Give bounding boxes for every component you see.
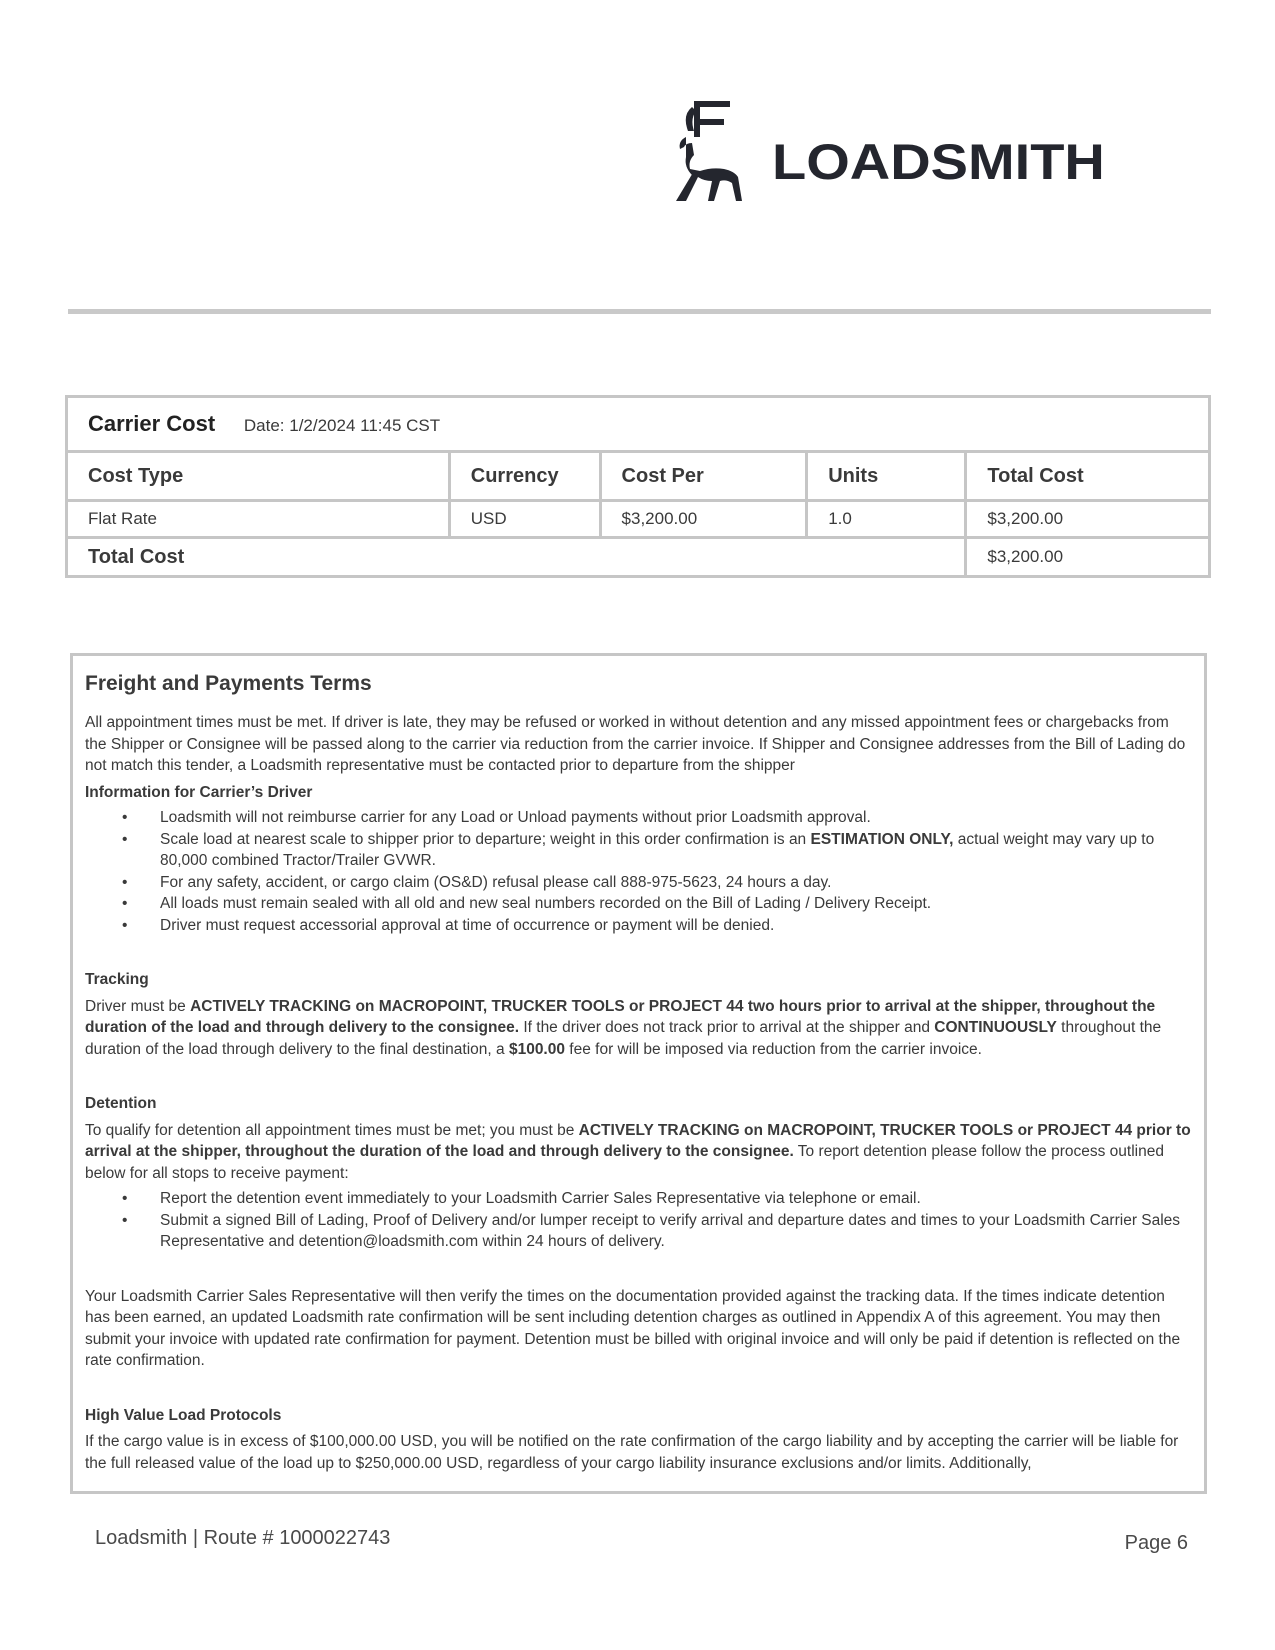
tracking-heading: Tracking [85, 971, 149, 988]
total-row [67, 538, 1210, 577]
driver-info-list [85, 807, 1192, 936]
tracking-text: Driver must be ACTIVELY TRACKING on MACROPOINT, TRUCKER TOOLS or PROJECT 44 two hours prior to arrival at the shipper, throughout the duration of the load and through delivery to the consignee. If the driver does not track prior to arrival at the shipper and CONTINUOUSLY throughout the duration of the load through delivery to the final destination, a $100.00 fee for will be imposed via reduction from the carrier invoice. [85, 997, 1162, 1058]
table-row [67, 501, 1210, 538]
column-header-currency: Currency [449, 452, 600, 501]
terms-intro: All appointment times must be met. If driver is late, they may be refused or worked in without detention and any missed appointment fees or chargebacks from the Shipper or Consignee will be passed along to the carrier via reduction from the carrier invoice. If Shipper and Consignee addresses from the Bill of Lading do not match this tender, a Loadsmith representative must be contacted prior to departure from the shipper [85, 714, 1186, 774]
list-item: • Report the detention event immediately to your Loadsmith Carrier Sales Representative via telephone or email. [160, 1188, 1192, 1210]
list-item: • Scale load at nearest scale to shipper prior to departure; weight in this order confirmation is an ESTIMATION ONLY, actual weight may vary up to 80,000 combined Tractor/Trailer GVWR. [160, 829, 1192, 872]
header-divider [68, 309, 1211, 314]
loadsmith-logo [672, 96, 1142, 206]
list-item: • Loadsmith will not reimburse carrier for any Load or Unload payments without prior Loadsmith approval. [160, 807, 1192, 829]
total-cost-value: $3,200.00 [966, 538, 1210, 577]
carrier-cost-date: Date: 1/2/2024 11:45 CST [243, 416, 441, 435]
column-header-cost-per: Cost Per [600, 452, 807, 501]
column-header-total-cost: Total Cost [966, 452, 1210, 501]
page-number: Page 6 [1124, 1532, 1188, 1554]
list-item: • Driver must request accessorial approval at time of occurrence or payment will be denied. [160, 915, 1192, 937]
driver-info-heading: Information for Carrier’s Driver [85, 783, 313, 801]
high-value-heading: High Value Load Protocols [85, 1406, 282, 1424]
column-header-cost-type: Cost Type [67, 452, 450, 501]
detention-heading: Detention [85, 1095, 157, 1112]
cell-cost-type: Flat Rate [67, 501, 450, 538]
freight-payment-terms [70, 653, 1207, 1494]
total-cost-label: Total Cost [67, 538, 966, 577]
detention-followup: Your Loadsmith Carrier Sales Representative will then verify the times on the documentation provided against the tracking data. If the times indicate detention has been earned, an updated Loadsmith rate confirmation will be sent including detention charges as outlined in Appendix A of this agreement. You may then submit your invoice with updated rate confirmation for payment. Detention must be billed with original invoice and will only be paid if detention is reflected on the rate confirmation. [85, 1287, 1181, 1369]
list-item: • For any safety, accident, or cargo claim (OS&D) refusal please call 888-975-5623, 24 hours a day. [160, 872, 1192, 894]
carrier-cost-header [67, 397, 1210, 452]
list-item: • All loads must remain sealed with all old and new seal numbers recorded on the Bill of Lading / Delivery Receipt. [160, 893, 1192, 915]
cell-cost-per: $3,200.00 [600, 501, 807, 538]
footer-route: Loadsmith | Route # 1000022743 [95, 1527, 391, 1549]
logo-wordmark: LOADSMITH [772, 134, 1105, 190]
cell-total-cost: $3,200.00 [966, 501, 1210, 538]
cell-currency: USD [449, 501, 600, 538]
list-item: • Submit a signed Bill of Lading, Proof of Delivery and/or lumper receipt to verify arrival and departure dates and times to your Loadsmith Carrier Sales Representative and detention@loadsmith.com within 24 hours of delivery. [160, 1210, 1192, 1253]
high-value-text: If the cargo value is in excess of $100,000.00 USD, you will be notified on the rate confirmation of the cargo liability and by accepting the carrier will be liable for the full released value of the load up to $250,000.00 USD, regardless of your cargo liability insurance exclusions and/or limits. Additionally, [85, 1433, 1179, 1472]
terms-title: Freight and Payments Terms [85, 672, 372, 695]
detention-list [85, 1188, 1192, 1253]
carrier-cost-title: Carrier Cost [88, 411, 216, 436]
table-header-row [67, 452, 1210, 501]
cell-units: 1.0 [807, 501, 966, 538]
carrier-cost-table [65, 395, 1211, 578]
column-header-units: Units [807, 452, 966, 501]
detention-text: To qualify for detention all appointment times must be met; you must be ACTIVELY TRACKING on MACROPOINT, TRUCKER TOOLS or PROJECT 44 prior to arrival at the shipper, throughout the duration of the load and through delivery to the consignee. To report detention please follow the process outlined below for all stops to receive payment: [85, 1121, 1191, 1182]
deer-icon [672, 97, 752, 205]
